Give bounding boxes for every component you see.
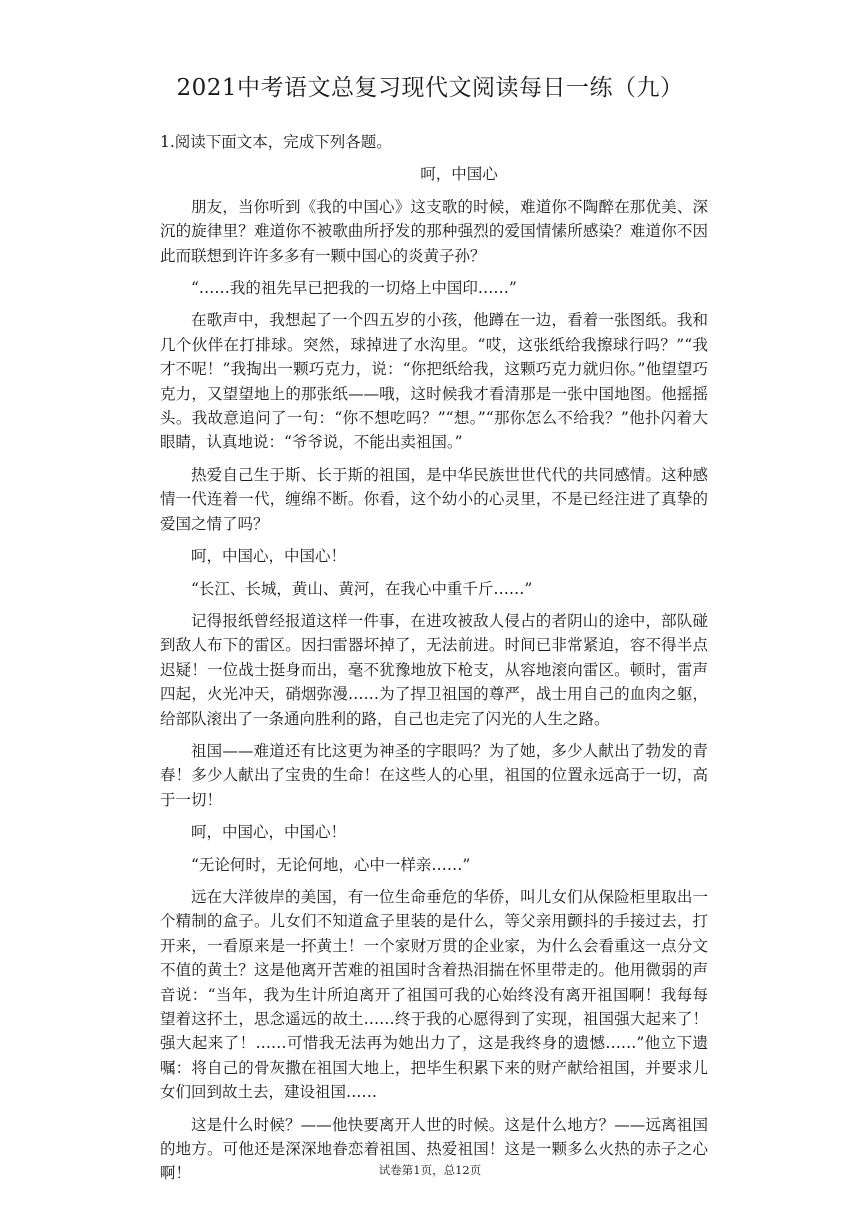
article-title: 呵，中国心 — [420, 165, 498, 184]
paragraph-8: 祖国——难道还有比这更为神圣的字眼吗？为了她，多少人献出了勃发的青春！多少人献出了宝贵的生命！在这些人的心里，祖国的位置永远高于一切，高于一切！ — [160, 741, 708, 809]
paragraph-11: 远在大洋彼岸的美国，有一位生命垂危的华侨，叫儿女们从保险柜里取出一个精制的盒子。儿女们不知道盒子里装的是什么，等父亲用颤抖的手接过去，打开来，一看原来是一抔黄土！一个家财万贯的企业家，为什么会看重这一点分文不值的黄土？这是他离开苦难的祖国时含着热泪揣在怀里带走的。他用微弱的声音说：“当年，我为生计所迫离开了祖国可我的心始终没有离开祖国啊！我每每望着这抔土，思念遥远的故土……终于我的心愿得到了实现，祖国强大起来了！强大起来了！……可惜我无法再为她出力了，这是我终身的遗憾……”他立下遗嘱：将自己的骨灰撒在祖国大地上，把毕生积累下来的财产献给祖国，并要求儿女们回到故土去，建设祖国…… — [160, 887, 708, 1102]
question-prompt: 1.阅读下面文本，完成下列各题。 — [160, 133, 392, 151]
document-body — [160, 130, 708, 1194]
paragraph-12: 这是什么时候？——他快要离开人世的时候。这是什么地方？——远离祖国的地方。可他还是深深地眷恋着祖国、热爱祖国！这是一颗多么火热的赤子之心啊！ — [160, 1115, 708, 1183]
paragraph-7: 记得报纸曾经报道这样一件事，在进攻被敌人侵占的者阴山的途中，部队碰到敌人布下的雷区。因扫雷器坏掉了，无法前进。时间已非常紧迫，容不得半点迟疑！一位战士挺身而出，毫不犹豫地放下枪支，从容地滚向雷区。顿时，雷声四起，火光冲天，硝烟弥漫……为了捍卫祖国的尊严，战士用自己的血肉之躯，给部队滚出了一条通向胜利的路，自己也走完了闪光的人生之路。 — [160, 611, 708, 728]
page-footer: 试卷第1页，总12页 — [378, 1163, 482, 1177]
paragraph-1: 朋友，当你听到《我的中国心》这支歌的时候，难道你不陶醉在那优美、深沉的旋律里？难道你不被歌曲所抒发的那种强烈的爱国情愫所感染？难道你不因此而联想到许许多多有一颗中国心的炎黄子孙？ — [160, 197, 708, 265]
paragraph-10: “无论何时，无论何地，心中一样亲……” — [191, 855, 471, 874]
paragraph-6: “长江、长城，黄山、黄河，在我心中重千斤……” — [191, 579, 533, 598]
paragraph-2: “……我的祖先早已把我的一切烙上中国印……” — [191, 279, 517, 298]
document-title: 2021中考语文总复习现代文阅读每日一练（九） — [176, 75, 684, 101]
paragraph-4: 热爱自己生于斯、长于斯的祖国，是中华民族世世代代的共同感情。这种感情一代连着一代，缠绵不断。你看，这个幼小的心灵里，不是已经注进了真挚的爱国之情了吗？ — [160, 465, 708, 533]
paragraph-9: 呵，中国心，中国心！ — [191, 823, 347, 842]
paragraph-3: 在歌声中，我想起了一个四五岁的小孩，他蹲在一边，看着一张图纸。我和几个伙伴在打排球。突然，球掉进了水沟里。“哎，这张纸给我擦球行吗？”“我才不呢！”我掏出一颗巧克力，说：“你把纸给我，这颗巧克力就归你。”他望望巧克力，又望望地上的那张纸——哦，这时候我才看清那是一张中国地图。他摇摇头。我故意追问了一句：“你不想吃吗？”“想。”“那你怎么不给我？”他扑闪着大眼睛，认真地说：“爷爷说，不能出卖祖国。” — [160, 311, 708, 452]
paragraph-5: 呵，中国心，中国心！ — [191, 547, 347, 566]
